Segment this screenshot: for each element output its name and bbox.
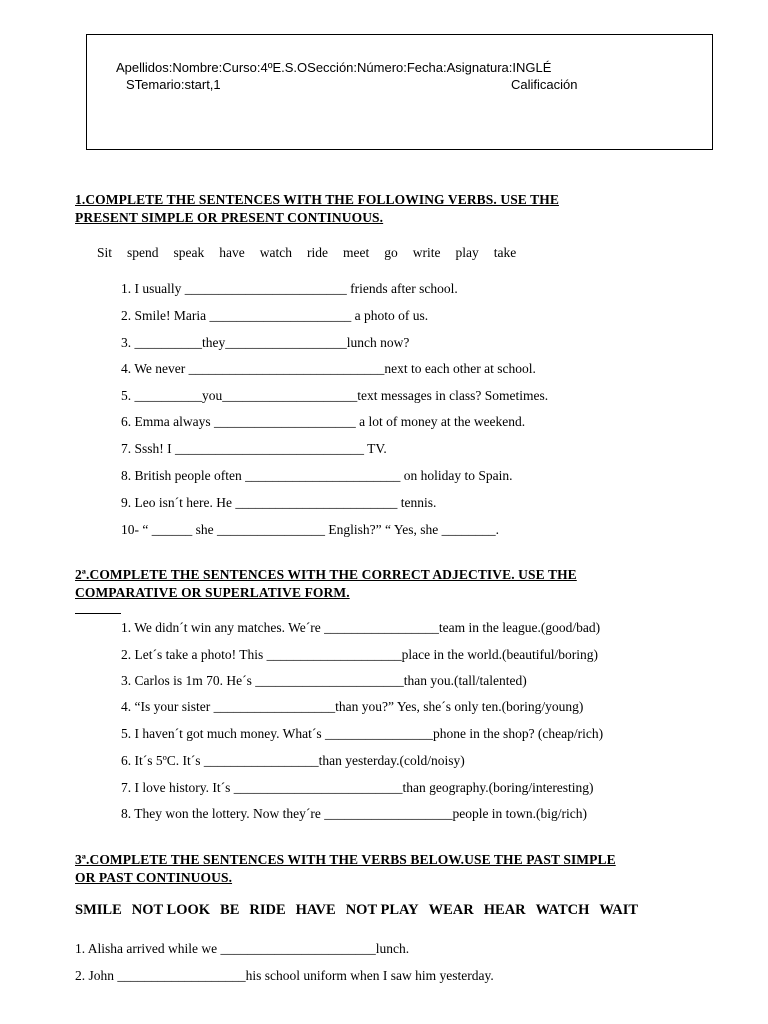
header-line-2: STemario:start,1 xyxy=(126,77,221,92)
s2-item-8: 8. They won the lottery. Now they´re ___________________people in town.(big/rich) xyxy=(121,806,588,821)
header-box xyxy=(86,34,713,150)
verb: write xyxy=(412,245,441,260)
header-line-1: Apellidos:Nombre:Curso:4ºE.S.OSección:Número:Fecha:Asignatura:INGLÉ xyxy=(116,60,552,75)
s1-item-10: 10- “ ______ she ________________ English?” “ Yes, she ________. xyxy=(121,522,499,537)
s3-item-1: 1. Alisha arrived while we _______________________lunch. xyxy=(75,941,410,956)
verb: NOT LOOK xyxy=(131,902,211,918)
verb: RIDE xyxy=(249,902,286,918)
verb: go xyxy=(384,245,398,260)
verb: SMILE xyxy=(75,902,122,918)
s1-item-6: 6. Emma always _____________________ a lot of money at the weekend. xyxy=(121,414,526,429)
s2-item-5: 5. I haven´t got much money. What´s ________________phone in the shop? (cheap/rich) xyxy=(121,726,604,741)
s2-item-3: 3. Carlos is 1m 70. He´s ______________________than you.(tall/talented) xyxy=(121,673,527,688)
section1-title-line1: 1.COMPLETE THE SENTENCES WITH THE FOLLOWING VERBS. USE THE xyxy=(75,192,559,207)
s2-item-6: 6. It´s 5ºC. It´s _________________than yesterday.(cold/noisy) xyxy=(121,753,465,768)
s1-item-1: 1. I usually ________________________ friends after school. xyxy=(121,281,458,296)
verb: meet xyxy=(342,245,370,260)
verb: spend xyxy=(127,245,159,260)
s1-item-7: 7. Sssh! I ____________________________ TV. xyxy=(121,441,387,456)
section2-title-line1: 2ª.COMPLETE THE SENTENCES WITH THE CORRECT ADJECTIVE. USE THE xyxy=(75,567,577,582)
verb: watch xyxy=(259,245,292,260)
verb: take xyxy=(493,245,517,260)
s2-item-2: 2. Let´s take a photo! This ____________________place in the world.(beautiful/boring) xyxy=(121,647,599,662)
verb: play xyxy=(455,245,479,260)
s2-item-4: 4. “Is your sister __________________than you?” Yes, she´s only ten.(boring/young) xyxy=(121,699,584,714)
s1-item-9: 9. Leo isn´t here. He ________________________ tennis. xyxy=(121,495,437,510)
verb: BE xyxy=(220,902,240,918)
s1-item-2: 2. Smile! Maria _____________________ a photo of us. xyxy=(121,308,429,323)
section1-verb-list xyxy=(97,245,531,261)
verb: speak xyxy=(173,245,205,260)
s1-item-4: 4. We never _____________________________next to each other at school. xyxy=(121,361,536,376)
section3-verb-list xyxy=(75,902,648,919)
verb: WEAR xyxy=(428,902,474,918)
verb: WATCH xyxy=(535,902,590,918)
s1-item-8: 8. British people often _______________________ on holiday to Spain. xyxy=(121,468,513,483)
s2-item-1: 1. We didn´t win any matches. We´re _________________team in the league.(good/bad) xyxy=(121,620,601,635)
s3-item-2: 2. John ___________________his school uniform when I saw him yesterday. xyxy=(75,968,494,983)
section2-title-line2: COMPARATIVE OR SUPERLATIVE FORM. xyxy=(75,585,350,600)
s1-item-3: 3. __________they__________________lunch now? xyxy=(121,335,410,350)
verb: WAIT xyxy=(599,902,639,918)
section2-underline-mark xyxy=(75,613,121,614)
verb: HEAR xyxy=(483,902,526,918)
section3-title-line1: 3ª.COMPLETE THE SENTENCES WITH THE VERBS BELOW.USE THE PAST SIMPLE xyxy=(75,852,616,867)
section1-title-line2: PRESENT SIMPLE OR PRESENT CONTINUOUS. xyxy=(75,210,384,225)
section3-title-line2: OR PAST CONTINUOUS. xyxy=(75,870,233,885)
verb: have xyxy=(219,245,245,260)
header-calificacion: Calificación xyxy=(511,77,578,92)
verb: HAVE xyxy=(295,902,336,918)
s2-item-7: 7. I love history. It´s _________________________than geography.(boring/interesting) xyxy=(121,780,594,795)
verb: ride xyxy=(306,245,328,260)
verb: NOT PLAY xyxy=(345,902,419,918)
s1-item-5: 5. __________you____________________text messages in class? Sometimes. xyxy=(121,388,549,403)
verb: Sit xyxy=(97,245,113,260)
